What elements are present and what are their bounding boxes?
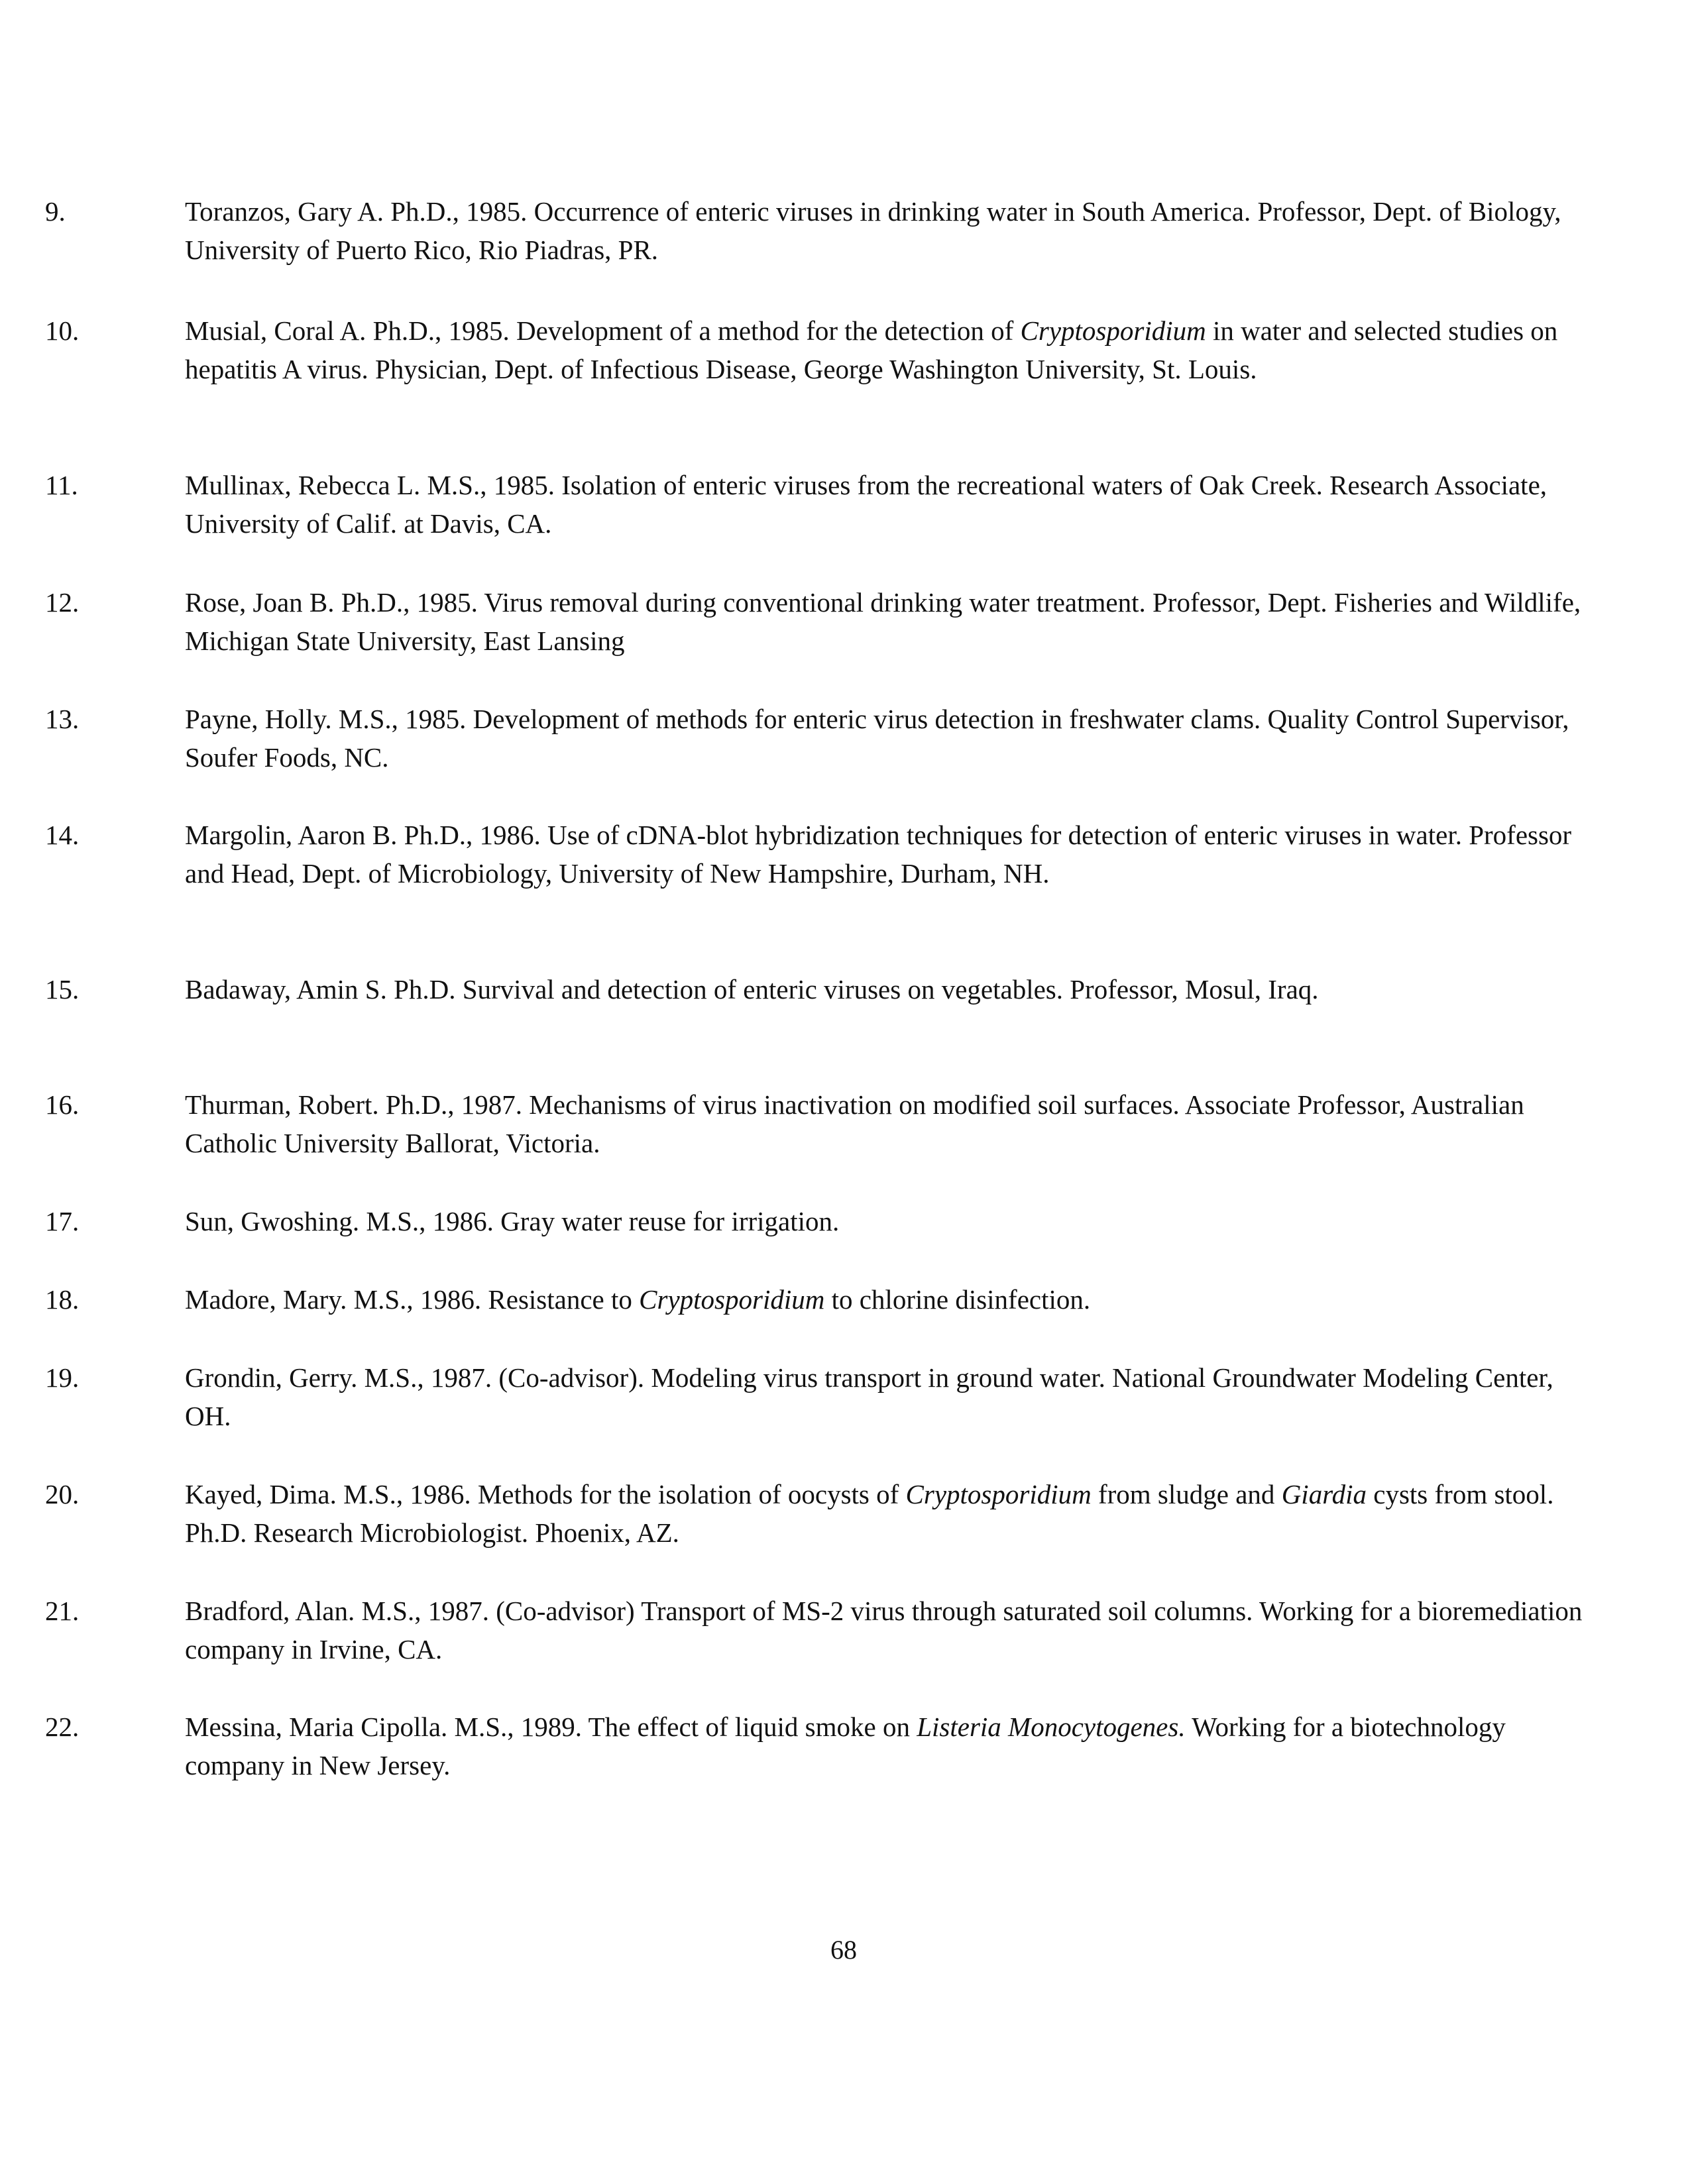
text-segment: Badaway, Amin S. Ph.D. Survival and detection of enteric viruses on vegetables. Professor, Mosul, Iraq. <box>185 974 1319 1005</box>
list-item-text <box>185 311 1597 388</box>
list-item-text <box>185 1202 1597 1240</box>
text-segment: Margolin, Aaron B. Ph.D., 1986. Use of cDNA-blot hybridization techniques for detection of enteric viruses in water. Professor and Head, Dept. of Microbiology, University of New Hampshire, Durham, NH. <box>185 820 1572 889</box>
list-item-number: 11. <box>45 470 78 500</box>
list-item-number: 13. <box>45 704 80 734</box>
list-item-text <box>185 700 1597 777</box>
text-segment: Toranzos, Gary A. Ph.D., 1985. Occurrence of enteric viruses in drinking water in South America. Professor, Dept. of Biology, University of Puerto Rico, Rio Piadras, PR. <box>185 196 1561 265</box>
italic-term: Cryptosporidium <box>905 1479 1092 1509</box>
text-segment: Thurman, Robert. Ph.D., 1987. Mechanisms of virus inactivation on modified soil surfaces. Associate Professor, Australian Catholic University Ballorat, Victoria. <box>185 1089 1524 1158</box>
list-item-text <box>185 1708 1597 1784</box>
text-segment: Working for a biotechnology company in New Jersey. <box>185 1712 1506 1780</box>
list-item-number: 16. <box>45 1089 80 1120</box>
list-item-number: 12. <box>45 587 80 618</box>
text-segment: Rose, Joan B. Ph.D., 1985. Virus removal during conventional drinking water treatment. Professor, Dept. Fisheries and Wildlife, Michigan State University, East Lansing <box>185 587 1581 656</box>
list-item-number: 19. <box>45 1362 80 1393</box>
list-item-text <box>185 1085 1597 1162</box>
text-segment: Musial, Coral A. Ph.D., 1985. Development of a method for the detection of <box>185 315 1021 346</box>
text-segment: cysts from stool. Ph.D. Research Microbiologist. Phoenix, AZ. <box>185 1479 1554 1548</box>
italic-term: Cryptosporidium <box>639 1284 825 1315</box>
list-item-text <box>185 1358 1597 1435</box>
italic-term: Listeria Monocytogenes. <box>917 1712 1186 1742</box>
text-segment: Mullinax, Rebecca L. M.S., 1985. Isolation of enteric viruses from the recreational waters of Oak Creek. Research Associate, University of Calif. at Davis, CA. <box>185 470 1547 539</box>
list-item-text <box>185 192 1597 269</box>
list-item-text <box>185 816 1597 893</box>
list-item-number: 17. <box>45 1206 80 1236</box>
text-segment: to chlorine disinfection. <box>824 1284 1091 1315</box>
list-item-text <box>185 1592 1597 1668</box>
list-item-number: 22. <box>45 1712 80 1742</box>
list-item-number: 20. <box>45 1479 80 1509</box>
list-item-text <box>185 583 1597 660</box>
italic-term: Cryptosporidium <box>1020 315 1206 346</box>
text-segment: Payne, Holly. M.S., 1985. Development of methods for enteric virus detection in freshwater clams. Quality Control Supervisor, Soufer Foods, NC. <box>185 704 1569 773</box>
text-segment: Kayed, Dima. M.S., 1986. Methods for the isolation of oocysts of <box>185 1479 906 1509</box>
text-segment: Messina, Maria Cipolla. M.S., 1989. The effect of liquid smoke on <box>185 1712 917 1742</box>
list-item-number: 21. <box>45 1596 80 1626</box>
list-item-text <box>185 466 1597 543</box>
list-item-text <box>185 1475 1597 1552</box>
list-item-number: 15. <box>45 974 80 1005</box>
text-segment: in water and selected studies on hepatitis A virus. Physician, Dept. of Infectious Disease, George Washington University, St. Louis. <box>185 315 1558 384</box>
italic-term: Giardia <box>1281 1479 1367 1509</box>
list-item-number: 10. <box>45 315 80 346</box>
text-segment: Grondin, Gerry. M.S., 1987. (Co-advisor). Modeling virus transport in ground water. National Groundwater Modeling Center, OH. <box>185 1362 1553 1431</box>
list-item-number: 9. <box>45 196 66 227</box>
list-item-text <box>185 1280 1597 1319</box>
text-segment: Madore, Mary. M.S., 1986. Resistance to <box>185 1284 640 1315</box>
list-item-text <box>185 970 1597 1009</box>
page-number: 68 <box>830 1935 857 1965</box>
list-item-number: 14. <box>45 820 80 850</box>
text-segment: Bradford, Alan. M.S., 1987. (Co-advisor) Transport of MS-2 virus through saturated soil columns. Working for a bioremediation company in Irvine, CA. <box>185 1596 1583 1665</box>
text-segment: from sludge and <box>1091 1479 1282 1509</box>
text-segment: Sun, Gwoshing. M.S., 1986. Gray water reuse for irrigation. <box>185 1206 840 1236</box>
list-item-number: 18. <box>45 1284 80 1315</box>
